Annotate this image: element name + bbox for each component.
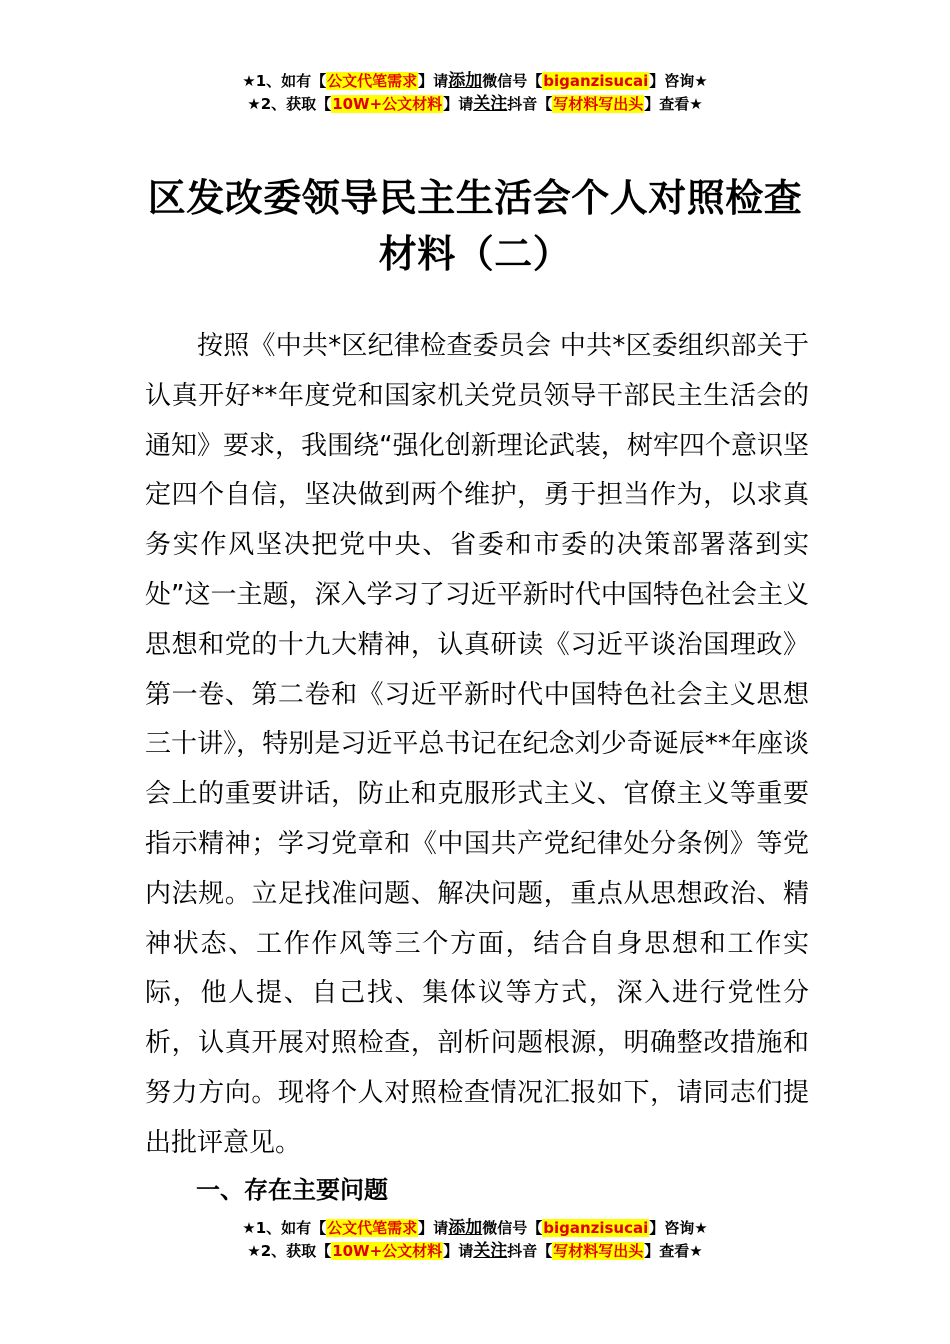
promo-line-2 <box>0 1240 950 1263</box>
promo-text: 微信号【 <box>482 1219 543 1237</box>
promo-text: 】请 <box>443 1242 474 1260</box>
promo-line-1 <box>0 1217 950 1240</box>
promo-text: ★2、获取【 <box>247 95 332 113</box>
promo-line-2 <box>0 93 950 116</box>
promo-emphasis: 添加 <box>448 1218 483 1238</box>
body-paragraph: 按照《中共*区纪律检查委员会 中共*区委组织部关于认真开好**年度党和国家机关党员领导干部民主生活会的通知》要求，我围绕“强化创新理论武装，树牢四个意识坚定四个自信，坚决做到两个维护，勇于担当作为，以求真务实作风坚决把党中央、省委和市委的决策部署落到实处”这一主题，深入学习了习近平新时代中国特色社会主义思想和党的十九大精神，认真研读《习近平谈治国理政》第一卷、第二卷和《习近平新时代中国特色社会主义思想三十讲》，特别是习近平总书记在纪念刘少奇诞辰**年座谈会上的重要讲话，防止和克服形式主义、官僚主义等重要指示精神；学习党章和《中国共产党纪律处分条例》等党内法规。立足找准问题、解决问题，重点从思想政治、精神状态、工作作风等三个方面，结合自身思想和工作实际，他人提、自己找、集体议等方式，深入进行党性分析，认真开展对照检查，剖析问题根源，明确整改措施和努力方向。现将个人对照检查情况汇报如下，请同志们提出批评意见。 <box>145 331 809 1158</box>
promo-text: 】查看★ <box>644 95 703 113</box>
promo-text: 】请 <box>443 95 474 113</box>
promo-highlight: 10W+公文材料 <box>332 95 443 113</box>
promo-highlight: 公文代笔需求 <box>327 1219 418 1237</box>
promo-emphasis: 关注 <box>473 1241 508 1261</box>
promo-wechat-id: biganzisucai <box>543 1219 649 1237</box>
promo-emphasis: 添加 <box>448 71 483 91</box>
promo-text: 】查看★ <box>644 1242 703 1260</box>
promo-text: ★2、获取【 <box>247 1242 332 1260</box>
promo-wechat-id: biganzisucai <box>543 72 649 90</box>
promo-text: 】咨询★ <box>649 72 708 90</box>
promo-douyin-id: 写材料写出头 <box>553 1242 644 1260</box>
promo-text: 】请 <box>418 1219 449 1237</box>
promo-text: 抖音【 <box>507 1242 553 1260</box>
promo-text: ★1、如有【 <box>242 1219 327 1237</box>
section-heading: 一、存在主要问题 <box>196 1176 388 1204</box>
promo-emphasis: 关注 <box>473 94 508 114</box>
promo-highlight: 10W+公文材料 <box>332 1242 443 1260</box>
promo-banner-bottom <box>0 1217 950 1263</box>
document-title: 区发改委领导民主生活会个人对照检查材料（二） <box>147 176 803 276</box>
promo-text: 】请 <box>418 72 449 90</box>
promo-text: 抖音【 <box>507 95 553 113</box>
promo-text: ★1、如有【 <box>242 72 327 90</box>
promo-text: 微信号【 <box>482 72 543 90</box>
promo-douyin-id: 写材料写出头 <box>553 95 644 113</box>
promo-text: 】咨询★ <box>649 1219 708 1237</box>
promo-banner-top <box>0 70 950 116</box>
promo-line-1 <box>0 70 950 93</box>
promo-highlight: 公文代笔需求 <box>327 72 418 90</box>
